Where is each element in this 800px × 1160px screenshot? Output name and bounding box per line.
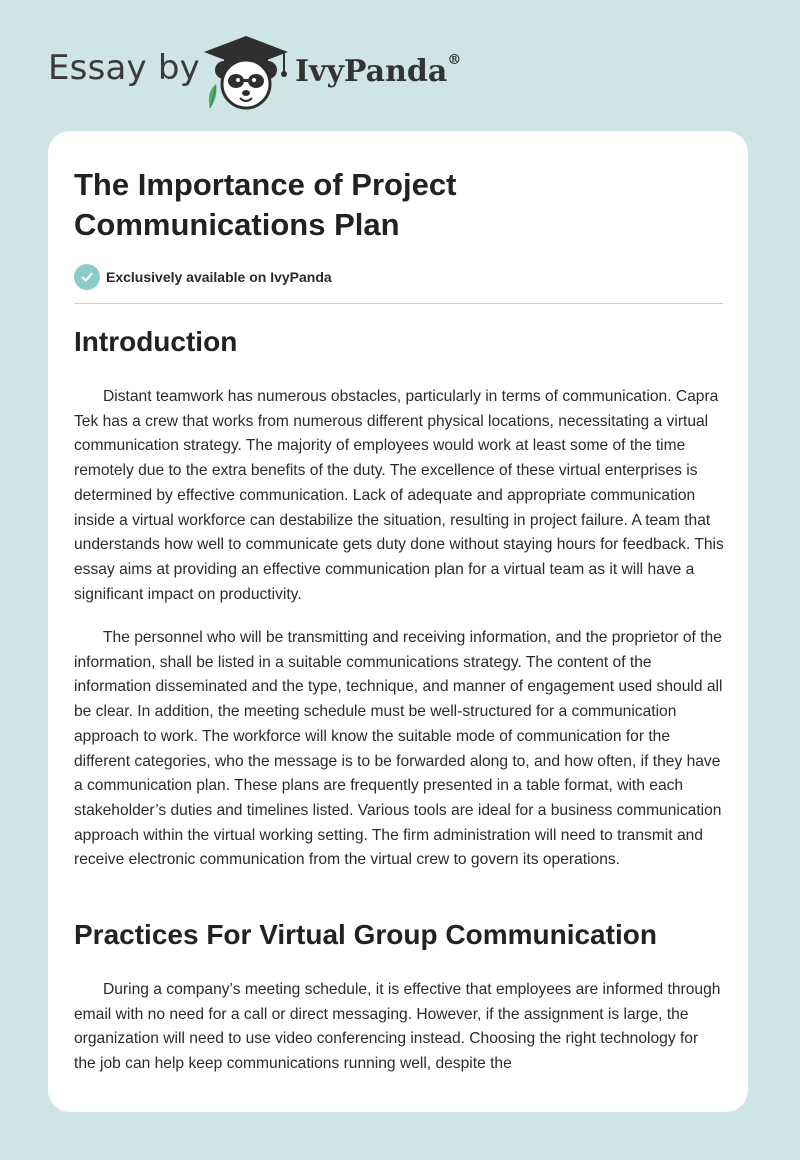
page-title bbox=[74, 165, 714, 245]
title-line-2: Communications Plan bbox=[74, 207, 400, 242]
panda-graduate-icon bbox=[200, 34, 292, 110]
registered-mark: ® bbox=[447, 52, 462, 68]
check-circle-icon bbox=[74, 264, 100, 290]
site-header bbox=[0, 0, 800, 130]
essay-card bbox=[48, 131, 748, 1112]
essay-by-label: Essay by bbox=[48, 48, 200, 88]
title-line-1: The Importance of Project bbox=[74, 167, 457, 202]
section-heading-practices: Practices For Virtual Group Communication bbox=[74, 919, 657, 950]
paragraph: The personnel who will be transmitting and receiving information, and the proprietor of the information, shall be listed in a suitable communications strategy. The content of the information disseminated and the type, technique, and manner of engagement used should all be clear. In addition, the meeting schedule must be well-structured for a communication approach to work. The workforce will know the suitable mode of communication for the different categories, who the message is to be forwarded along to, and how often, if they have a communication plan. These plans are frequently presented in a table format, with each stakeholder’s duties and timelines listed. Various tools are ideal for a business communication approach within the virtual working setting. The firm administration will need to transmit and receive electronic communication from the virtual crew to govern its operations. bbox=[74, 629, 723, 869]
section-heading-introduction: Introduction bbox=[74, 326, 238, 357]
divider bbox=[74, 303, 723, 304]
brand-name-text: IvyPanda bbox=[295, 54, 448, 89]
badge-text: Exclusively available on IvyPanda bbox=[106, 269, 332, 285]
paragraph: During a company’s meeting schedule, it is effective that employees are informed through email with no need for a call or direct messaging. However, if the assignment is large, the organization will need to use video conferencing instead. Choosing the right technology for the job can help keep communications running well, despite the bbox=[74, 981, 721, 1073]
brand-name[interactable] bbox=[295, 54, 461, 89]
paragraph: Distant teamwork has numerous obstacles, particularly in terms of communication. Capra Tek has a crew that works from numerous different physical locations, necessitating a virtual communication strategy. The majority of employees would work at least some of the time remotely due to the extra benefits of the duty. The excellence of these virtual enterprises is determined by effective communication. Lack of adequate and appropriate communication inside a virtual workforce can destabilize the situation, resulting in project failure. A team that understands how well to communicate gets duty done without staying hours for feedback. This essay aims at providing an effective communication plan for a virtual team as it will have a significant impact on productivity. bbox=[74, 388, 724, 603]
exclusive-badge bbox=[74, 264, 332, 290]
